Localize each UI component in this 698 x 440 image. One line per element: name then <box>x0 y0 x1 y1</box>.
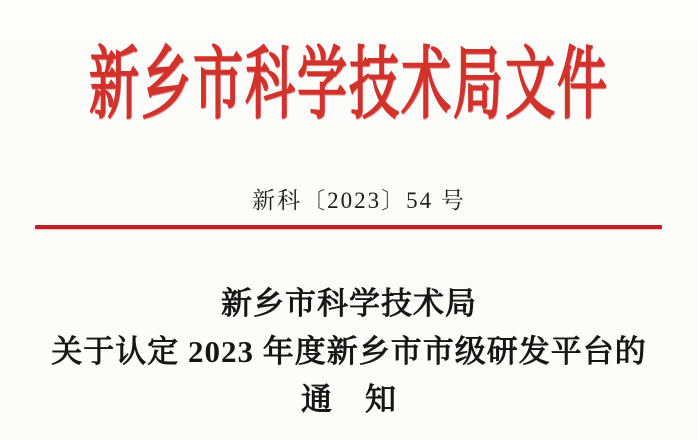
red-divider-rule <box>35 225 662 229</box>
title-line-issuing-agency: 新乡市科学技术局 <box>221 286 477 321</box>
document-masthead-title: 新乡市科学技术局文件 <box>89 39 609 129</box>
title-line-subject: 关于认定 2023 年度新乡市市级研发平台的 <box>51 334 647 369</box>
document-title <box>0 280 698 424</box>
title-line-notice: 通 知 <box>301 382 397 417</box>
document-reference-number: 新科〔2023〕54 号 <box>252 188 466 213</box>
